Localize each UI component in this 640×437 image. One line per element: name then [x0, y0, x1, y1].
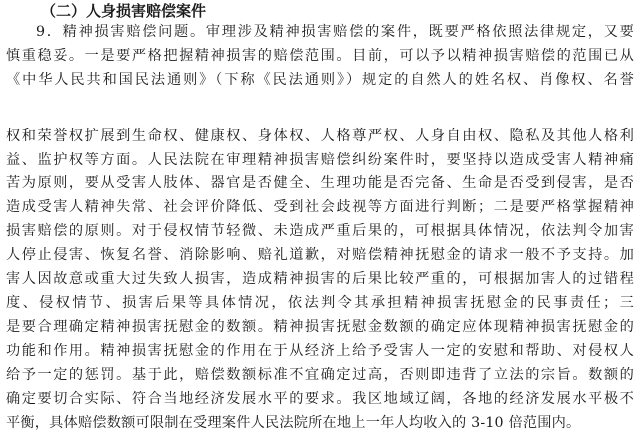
paragraph-line: 益、监护权等方面。人民法院在审理精神损害赔偿纠纷案件时，要坚持以造成受害人精神痛: [6, 152, 634, 168]
paragraph-line: 是要合理确定精神损害抚慰金的数额。精神损害抚慰金数额的确定应体现精神损害抚慰金的: [6, 319, 634, 335]
paragraph-line: 给予一定的惩罚。基于此，赔偿数额标准不宜确定过高，否则即违背了立法的宗旨。数额的: [6, 367, 634, 383]
paragraph-line: 权和荣誉权扩展到生命权、健康权、身体权、人格尊严权、人身自由权、隐私及其他人格利: [6, 128, 634, 144]
paragraph-line: 确定要切合实际、符合当地经济发展水平的要求。我区地域辽阔，各地的经济发展水平极不: [6, 391, 634, 407]
section-heading: （二）人身损害赔偿案件: [41, 2, 207, 20]
paragraph-line: 害人因故意或重大过失致人损害，造成精神损害的后果比较严重的，可根据加害人的过错程: [6, 271, 634, 287]
paragraph-line: 平衡，具体赔偿数额可限制在受理案件人民法院所在地上一年人均收入的 3-10 倍范围内。: [6, 415, 581, 431]
paragraph-line: 9．精神损害赔偿问题。审理涉及精神损害赔偿的案件，既要严格依照法律规定，又要: [36, 24, 634, 40]
paragraph-line: 慎重稳妥。一是要严格把握精神损害的赔偿范围。目前，可以予以精神损害赔偿的范围已从: [6, 48, 634, 64]
paragraph-line: 造成受害人精神失常、社会评价降低、受到社会歧视等方面进行判断；二是要严格掌握精神: [6, 199, 634, 215]
paragraph-line: 度、侵权情节、损害后果等具体情况，依法判令其承担精神损害抚慰金的民事责任；三: [6, 295, 634, 311]
paragraph-line: 损害赔偿的原则。对于侵权情节轻微、未造成严重后果的，可根据具体情况，依法判令加害: [6, 223, 634, 239]
paragraph-line: 功能和作用。精神损害抚慰金的作用在于从经济上给予受害人一定的安慰和帮助、对侵权人: [6, 343, 634, 359]
paragraph-line: 《中华人民共和国民法通则》（下称《民法通则》）规定的自然人的姓名权、肖像权、名誉: [6, 72, 634, 88]
paragraph-line: 人停止侵害、恢复名誉、消除影响、赔礼道歉，对赔偿精神抚慰金的请求一般不予支持。加: [6, 247, 634, 263]
paragraph-line: 苦为原则，要从受害人肢体、器官是否健全、生理功能是否完备、生命是否受到侵害，是否: [6, 175, 634, 191]
